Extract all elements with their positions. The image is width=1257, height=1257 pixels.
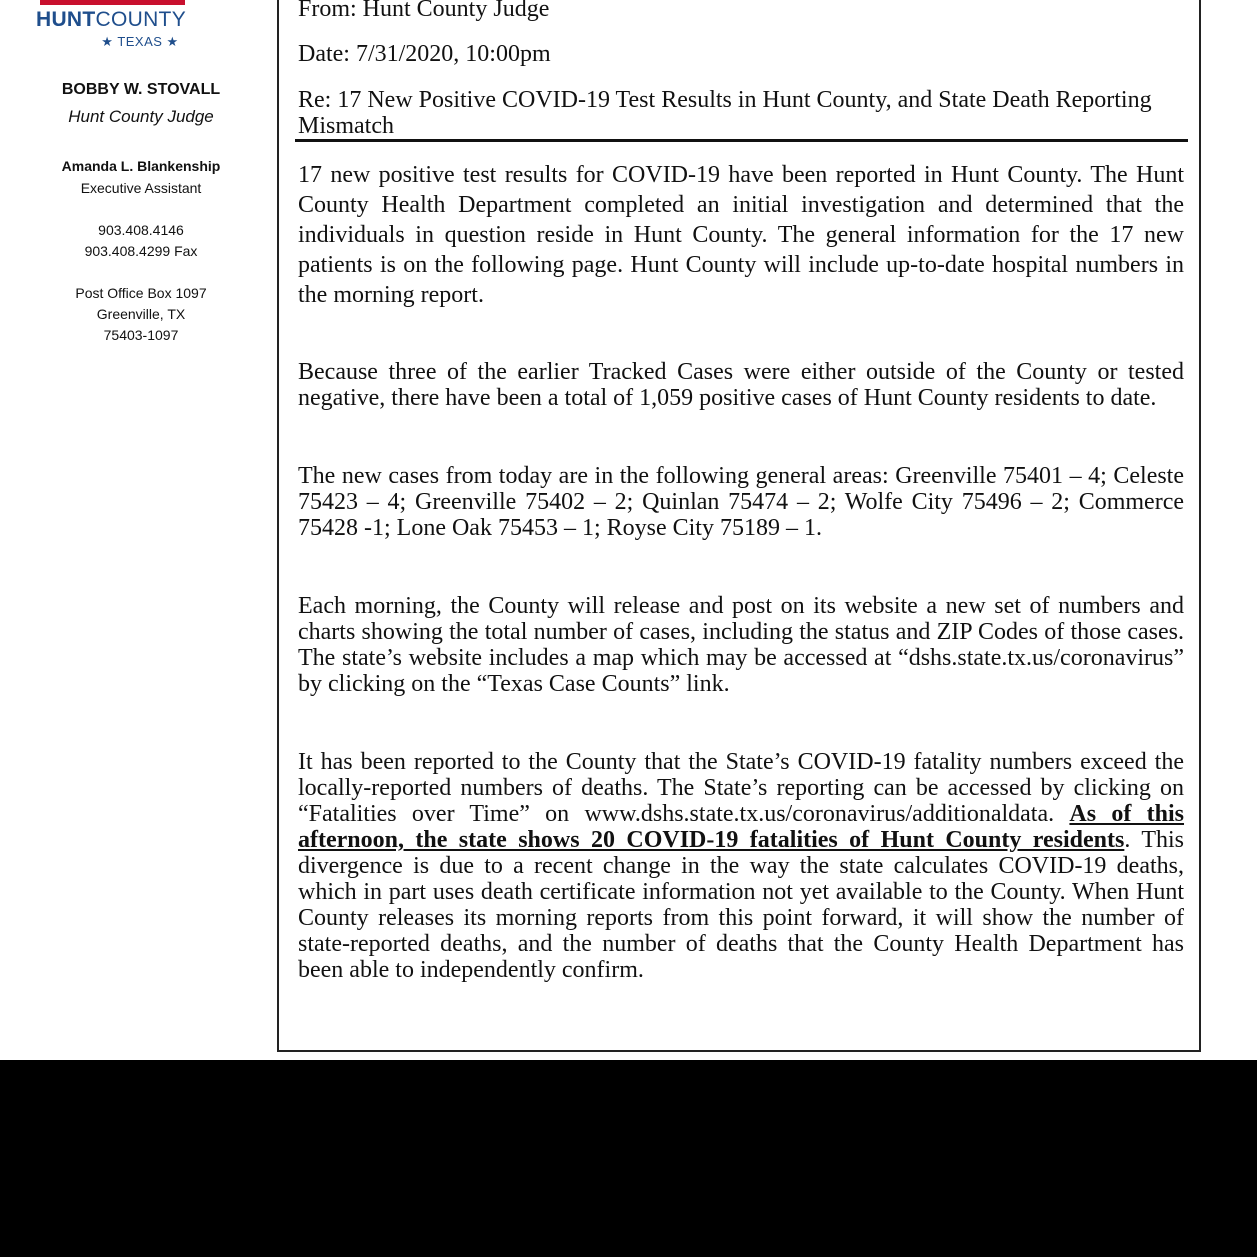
fatalities-text-start: It has been reported to the County that the State’s COVID-19 fatality numbers exceed the locally-reported numbers of deaths. The State’s reporting can be accessed by clicking on “Fatalities over Time” on www.dshs.state.tx.us/coronavirus/additionaldata. — [298, 749, 1184, 827]
judge-name: BOBBY W. STOVALL — [61, 81, 221, 98]
paragraph-new-cases: 17 new positive test results for COVID-19 have been reported in Hunt County. The Hunt County Health Department completed an initial investigation and determined that the individuals in question reside in Hunt County. The general information for the 17 new patients is on the following page. Hunt County will include up-to-date hospital numbers in the morning report. — [298, 162, 1184, 308]
address-line-1: Post Office Box 1097 — [75, 285, 207, 301]
header-divider — [295, 139, 1188, 142]
paragraph-fatalities — [298, 749, 1184, 983]
logo-county-text: COUNTY — [95, 8, 186, 31]
memo-date: Date: 7/31/2020, 10:00pm — [298, 41, 551, 67]
county-logo-text — [36, 8, 216, 32]
assistant-name: Amanda L. Blankenship — [61, 158, 221, 174]
phone-number: 903.408.4146 — [98, 222, 184, 238]
assistant-title: Executive Assistant — [80, 180, 202, 196]
paragraph-areas: The new cases from today are in the following general areas: Greenville 75401 – 4; Celeste 75423 – 4; Greenville 75402 – 2; Quinlan 75474 – 2; Wolfe City 75496 – 2; Commerce 75428 -1; Lone Oak 75453 – 1; Royse City 75189 – 1. — [298, 463, 1184, 541]
address-line-3: 75403-1097 — [103, 327, 179, 343]
memo-subject: Re: 17 New Positive COVID-19 Test Results in Hunt County, and State Death Reporting Mismatch — [298, 87, 1152, 139]
logo-state-text: ★ TEXAS ★ — [101, 34, 179, 49]
fatalities-highlight: As of this afternoon, the state shows 20 COVID-19 fatalities of Hunt County residents — [298, 801, 1185, 853]
county-logo-shape — [40, 0, 185, 5]
paragraph-total-cases: Because three of the earlier Tracked Cases were either outside of the County or tested negative, there have been a total of 1,059 positive cases of Hunt County residents to date. — [298, 359, 1184, 411]
fax-number: 903.408.4299 Fax — [84, 243, 198, 259]
paragraph-website: Each morning, the County will release and post on its website a new set of numbers and charts showing the total number of cases, including the status and ZIP Codes of those cases. The state’s website includes a map which may be accessed at “dshs.state.tx.us/coronavirus” by clicking on the “Texas Case Counts” link. — [298, 593, 1184, 697]
judge-title: Hunt County Judge — [68, 107, 214, 126]
letterhead-sidebar — [0, 0, 282, 1060]
logo-hunt-text: HUNT — [36, 8, 96, 31]
address-line-2: Greenville, TX — [96, 306, 186, 322]
memo-from: From: Hunt County Judge — [298, 0, 550, 22]
fatalities-text-end: . This divergence is due to a recent change in the way the state calculates COVID-19 deaths, which in part uses death certificate information not yet available to the County. When Hunt County releases its morning reports from this point forward, it will show the number of state-reported deaths, and the number of deaths that the County Health Department has been able to independently confirm. — [298, 827, 1184, 983]
